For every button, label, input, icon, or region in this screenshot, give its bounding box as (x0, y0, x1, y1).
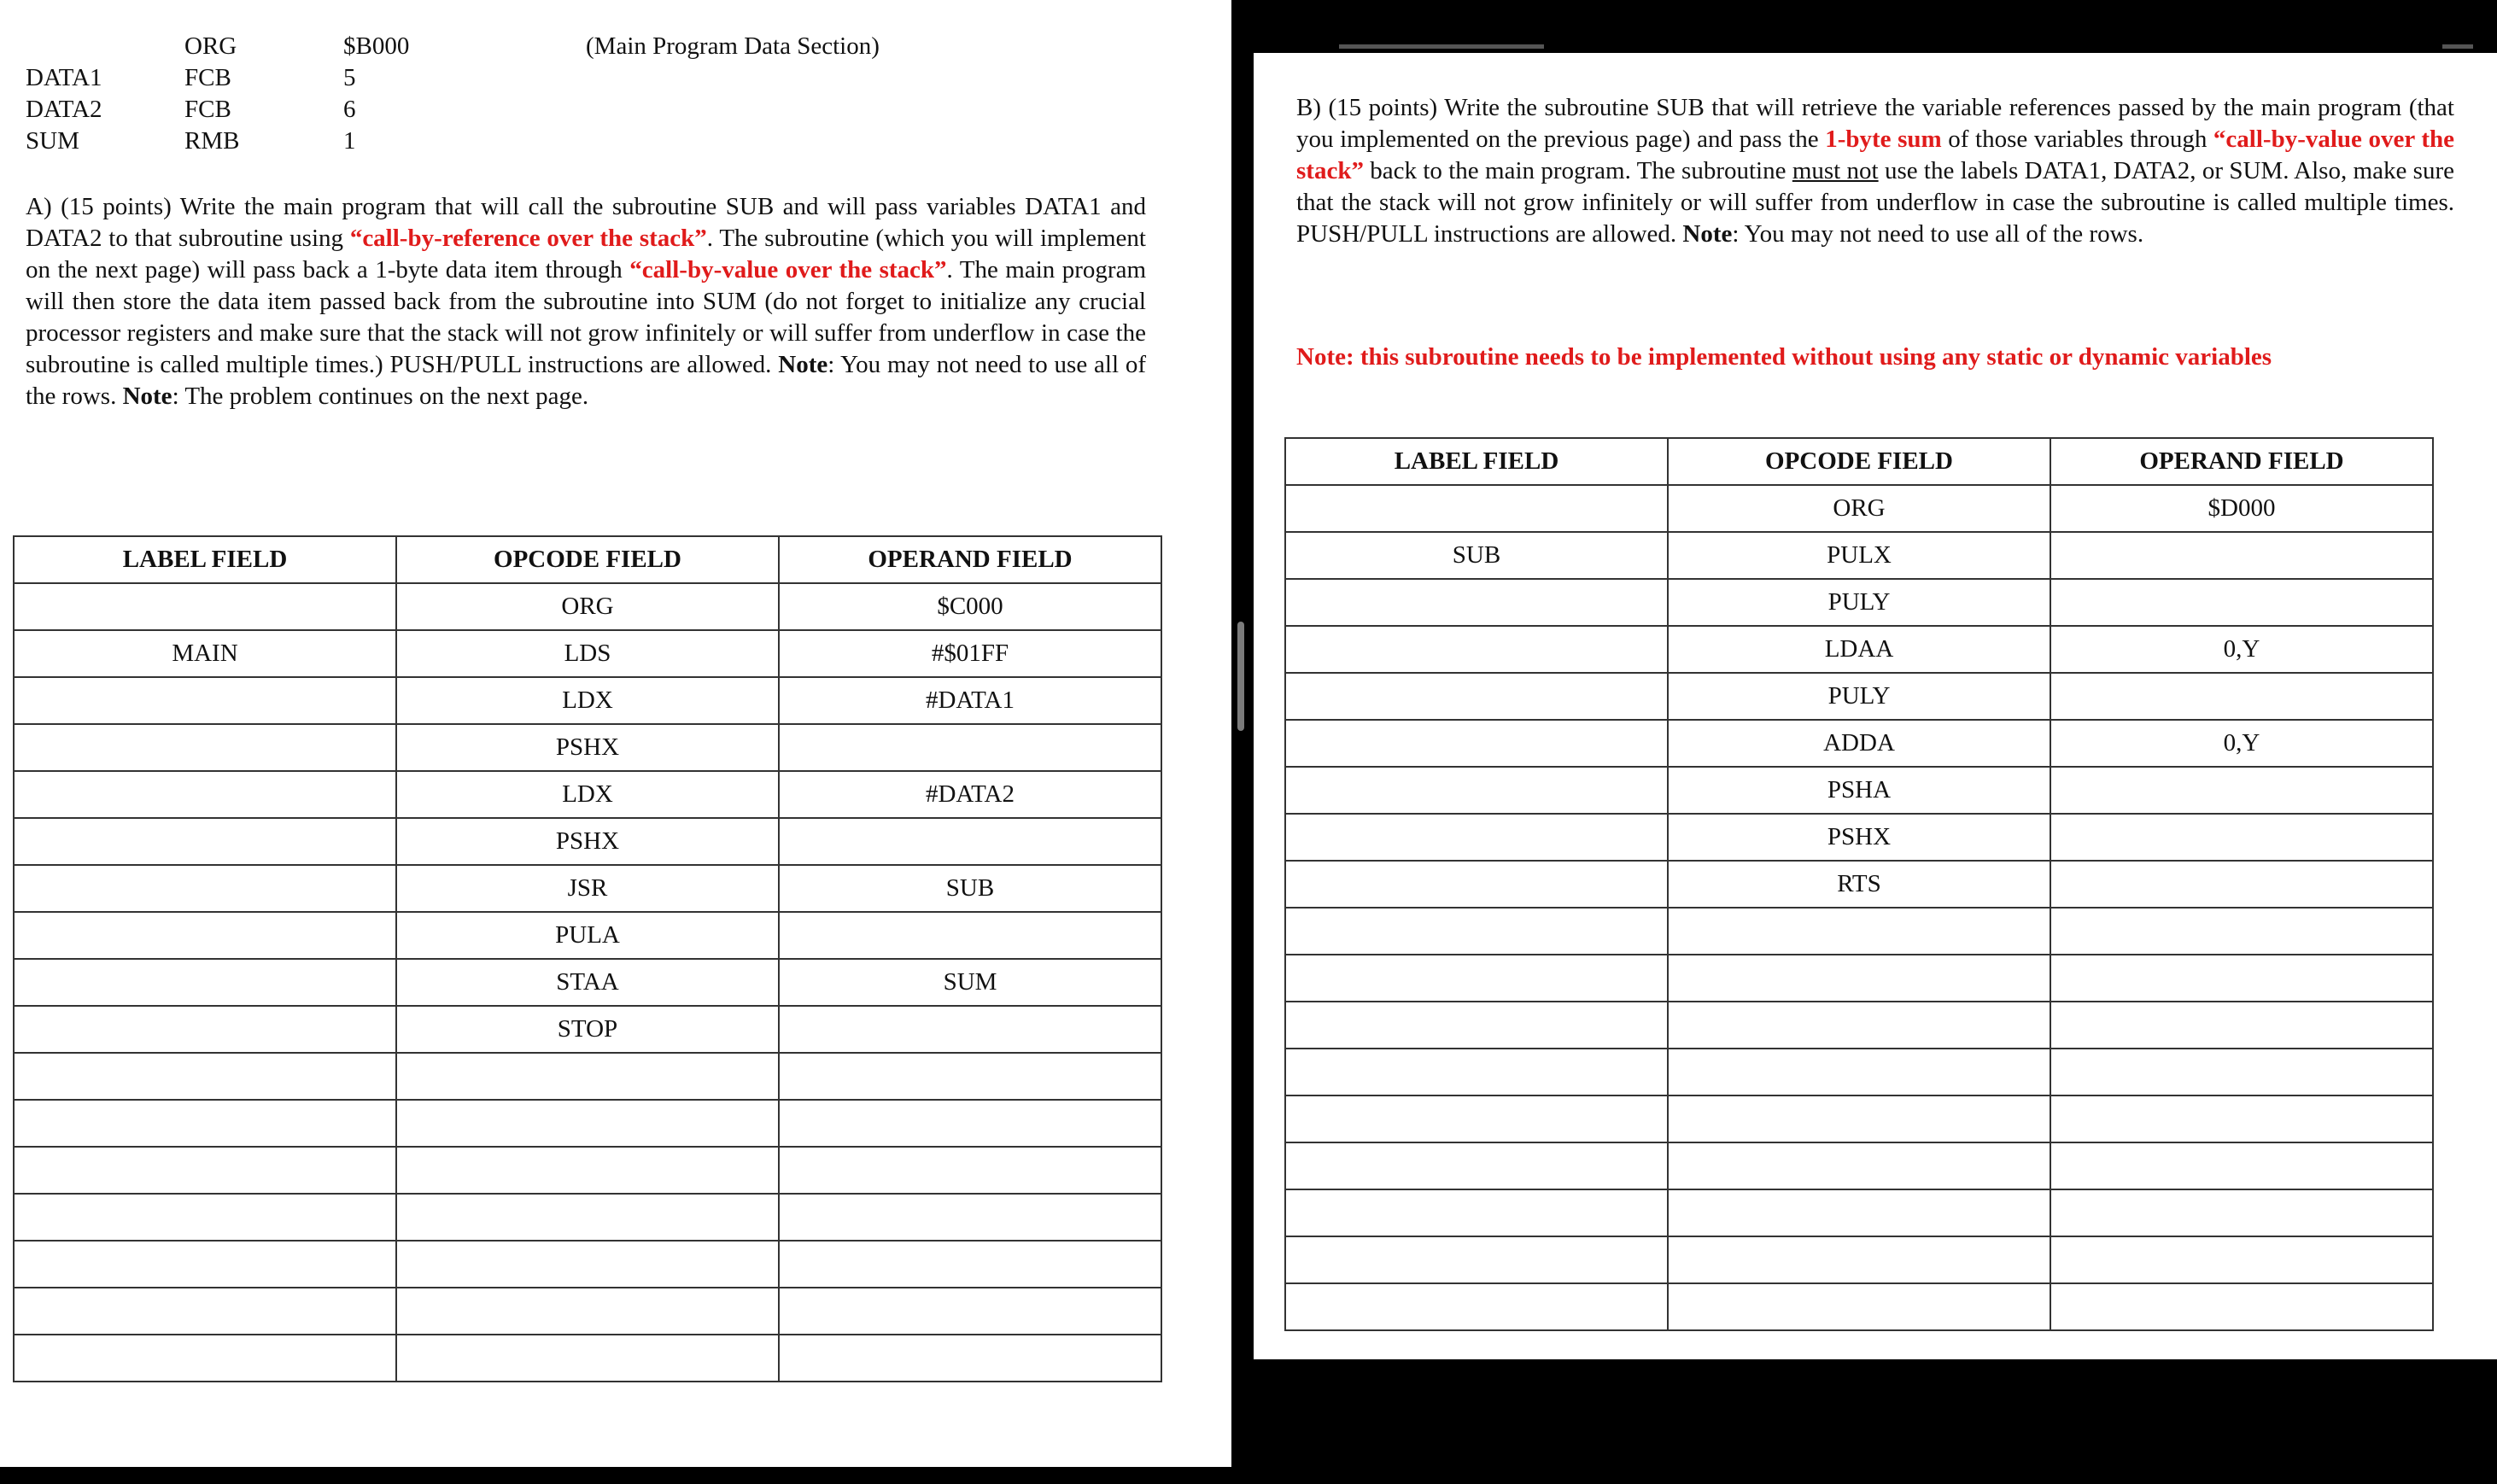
cell-opcode: PULY (1668, 579, 2050, 626)
cell-operand: 0,Y (2050, 720, 2433, 767)
cell-operand (779, 1053, 1161, 1100)
cell-operand: #DATA1 (779, 677, 1161, 724)
cell-opcode (396, 1147, 779, 1194)
cell-label (1285, 1002, 1668, 1049)
cell-opcode: ORG (396, 583, 779, 630)
cell-label (14, 1241, 396, 1288)
qa-text-2: . The subroutine (which you will implement on the next page) will pass back a 1-byte data item through (26, 225, 1146, 283)
cell-opcode (396, 1100, 779, 1147)
header-opcode-field: OPCODE FIELD (1668, 438, 2050, 485)
table-header-row (14, 536, 1161, 583)
cell-operand (2050, 767, 2433, 814)
cell-opcode: RTS (1668, 861, 2050, 908)
data-row-1-opcode: FCB (184, 64, 231, 91)
cell-label: MAIN (14, 630, 396, 677)
cell-opcode (1668, 1189, 2050, 1236)
cell-operand (2050, 1002, 2433, 1049)
table-row (14, 677, 1161, 724)
cell-operand (2050, 908, 2433, 955)
cell-opcode (396, 1288, 779, 1335)
table-row (14, 1335, 1161, 1382)
cell-label (1285, 579, 1668, 626)
cell-operand: SUB (779, 865, 1161, 912)
qa-text-1: A) (15 points) Write the main program that will call the subroutine SUB and will pass variables DATA1 and DATA2 to that subroutine using (26, 193, 1146, 252)
qb-text-5: : You may not need to use all of the rows. (1732, 220, 2144, 248)
cell-operand (779, 1335, 1161, 1382)
cell-label (1285, 626, 1668, 673)
cell-opcode (1668, 1095, 2050, 1142)
cell-label (1285, 1095, 1668, 1142)
data-section-comment: (Main Program Data Section) (586, 32, 880, 60)
cell-label (14, 677, 396, 724)
cell-operand: #DATA2 (779, 771, 1161, 818)
cell-opcode: PSHX (396, 724, 779, 771)
left-worksheet-page (0, 0, 1231, 1467)
cell-opcode (396, 1194, 779, 1241)
cell-operand (2050, 1283, 2433, 1330)
cell-operand (2050, 673, 2433, 720)
qb-text-3: back to the main program. The subroutine (1363, 157, 1792, 184)
data-row-0-opcode: ORG (184, 32, 237, 60)
cell-operand (779, 912, 1161, 959)
qb-text-1: B) (15 points) Write the subroutine SUB that will retrieve the variable references passed by the main program (that you implemented on the previous page) and pass the (1296, 94, 2454, 153)
cell-opcode: PSHA (1668, 767, 2050, 814)
table-row (14, 630, 1161, 677)
cell-label (1285, 908, 1668, 955)
cell-operand (2050, 814, 2433, 861)
cell-operand (2050, 1142, 2433, 1189)
cell-label (14, 959, 396, 1006)
cell-opcode (1668, 955, 2050, 1002)
cell-opcode: LDAA (1668, 626, 2050, 673)
cell-opcode (396, 1335, 779, 1382)
table-row (14, 912, 1161, 959)
cell-operand (2050, 861, 2433, 908)
table-row (1285, 626, 2433, 673)
cell-operand: 0,Y (2050, 626, 2433, 673)
header-operand-field: OPERAND FIELD (779, 536, 1161, 583)
cell-label: SUB (1285, 532, 1668, 579)
cell-operand (779, 724, 1161, 771)
header-operand-field: OPERAND FIELD (2050, 438, 2433, 485)
cell-label (1285, 861, 1668, 908)
cell-label (14, 1335, 396, 1382)
cell-operand (779, 1241, 1161, 1288)
cell-label (14, 1288, 396, 1335)
cell-label (1285, 1236, 1668, 1283)
cell-label (1285, 767, 1668, 814)
table-row (1285, 767, 2433, 814)
cell-opcode (1668, 908, 2050, 955)
qa-red-1: “call-by-reference over the stack” (349, 225, 707, 252)
question-a-text (26, 191, 1146, 412)
cell-operand (2050, 532, 2433, 579)
cell-operand (779, 1288, 1161, 1335)
qb-text-4: use the labels DATA1, DATA2, or SUM. Also, make sure that the stack will not grow infinitely or will suffer from underflow in case the subroutine is called multiple times. PUSH/PULL instructions are allowed. (1296, 157, 2454, 248)
qa-red-2: “call-by-value over the stack” (629, 256, 947, 283)
table-row (14, 1288, 1161, 1335)
header-label-field: LABEL FIELD (14, 536, 396, 583)
subroutine-rows (1285, 485, 2433, 1330)
cell-opcode: ADDA (1668, 720, 2050, 767)
cell-opcode: LDX (396, 771, 779, 818)
data-row-1-label: DATA1 (26, 64, 102, 91)
cell-operand (779, 1147, 1161, 1194)
cell-operand (779, 818, 1161, 865)
table-row (14, 724, 1161, 771)
cell-opcode (1668, 1283, 2050, 1330)
cell-opcode: PULY (1668, 673, 2050, 720)
table-row (1285, 1189, 2433, 1236)
table-row (14, 1006, 1161, 1053)
data-row-2-opcode: FCB (184, 96, 231, 123)
table-row (1285, 720, 2433, 767)
header-label-field: LABEL FIELD (1285, 438, 1668, 485)
table-row (1285, 814, 2433, 861)
table-row (1285, 908, 2433, 955)
table-row (1285, 955, 2433, 1002)
top-black-strip (1254, 0, 2497, 53)
qb-note-1: Note (1682, 220, 1733, 248)
cell-label (1285, 1142, 1668, 1189)
cell-opcode: STOP (396, 1006, 779, 1053)
cell-opcode: LDX (396, 677, 779, 724)
cell-label (14, 1100, 396, 1147)
page-divider-handle[interactable] (1237, 622, 1244, 731)
cell-operand (2050, 579, 2433, 626)
data-row-3-label: SUM (26, 127, 79, 155)
cell-operand: $D000 (2050, 485, 2433, 532)
cell-label (1285, 1189, 1668, 1236)
cell-label (14, 1006, 396, 1053)
cropped-page-number (2442, 44, 2473, 49)
cropped-header-text (1339, 44, 1544, 49)
table-row (14, 583, 1161, 630)
cell-opcode: PULX (1668, 532, 2050, 579)
cell-opcode (1668, 1049, 2050, 1095)
qb-underline-1: must not (1792, 157, 1879, 184)
table-row (14, 1053, 1161, 1100)
table-row (14, 959, 1161, 1006)
cell-label (14, 583, 396, 630)
right-worksheet-page (1254, 53, 2497, 1359)
cell-operand (2050, 1095, 2433, 1142)
cell-opcode (1668, 1142, 2050, 1189)
qa-note-1: Note (778, 351, 828, 378)
cell-label (1285, 720, 1668, 767)
table-row (1285, 485, 2433, 532)
qb-red-2: “call-by-value over the stack” (1296, 126, 2454, 184)
cell-operand: SUM (779, 959, 1161, 1006)
cell-operand (779, 1194, 1161, 1241)
table-row (14, 865, 1161, 912)
cell-label (14, 865, 396, 912)
cell-label (14, 1147, 396, 1194)
table-row (1285, 532, 2433, 579)
cell-operand (2050, 1189, 2433, 1236)
cell-operand (2050, 955, 2433, 1002)
data-row-1-value: 5 (343, 64, 356, 91)
table-row (14, 1147, 1161, 1194)
table-row (1285, 1095, 2433, 1142)
table-row (1285, 861, 2433, 908)
cell-opcode: JSR (396, 865, 779, 912)
cell-operand: #$01FF (779, 630, 1161, 677)
main-program-table (13, 535, 1162, 1382)
main-program-rows (14, 583, 1161, 1382)
cell-label (1285, 1283, 1668, 1330)
table-row (14, 1194, 1161, 1241)
cell-operand (779, 1006, 1161, 1053)
cell-opcode: STAA (396, 959, 779, 1006)
cell-opcode: LDS (396, 630, 779, 677)
data-row-0-value: $B000 (343, 32, 410, 60)
cell-label (14, 771, 396, 818)
subroutine-note: Note: this subroutine needs to be implemented without using any static or dynamic variables (1296, 343, 2272, 371)
cell-label (14, 1194, 396, 1241)
cell-label (1285, 1049, 1668, 1095)
cell-opcode: ORG (1668, 485, 2050, 532)
cell-opcode (1668, 1002, 2050, 1049)
qb-text-2: of those variables through (1941, 126, 2213, 153)
question-b-text (1296, 92, 2454, 250)
cell-label (14, 724, 396, 771)
cell-label (1285, 485, 1668, 532)
table-row (1285, 579, 2433, 626)
data-row-3-value: 1 (343, 127, 356, 155)
data-row-2-label: DATA2 (26, 96, 102, 123)
table-row (14, 818, 1161, 865)
subroutine-table (1284, 437, 2434, 1331)
qa-note-2: Note (122, 383, 173, 410)
qb-red-1: 1-byte sum (1825, 126, 1942, 153)
cell-operand (779, 1100, 1161, 1147)
cell-operand: $C000 (779, 583, 1161, 630)
header-opcode-field: OPCODE FIELD (396, 536, 779, 583)
cell-operand (2050, 1236, 2433, 1283)
table-row (14, 771, 1161, 818)
table-row (1285, 1002, 2433, 1049)
table-row (1285, 1283, 2433, 1330)
cell-opcode (396, 1053, 779, 1100)
qa-text-5: : The problem continues on the next page. (172, 383, 589, 410)
cell-label (1285, 814, 1668, 861)
table-row (14, 1100, 1161, 1147)
table-row (1285, 673, 2433, 720)
data-row-3-opcode: RMB (184, 127, 240, 155)
cell-opcode: PSHX (1668, 814, 2050, 861)
cell-opcode (1668, 1236, 2050, 1283)
table-header-row (1285, 438, 2433, 485)
cell-opcode: PULA (396, 912, 779, 959)
cell-label (14, 1053, 396, 1100)
cell-operand (2050, 1049, 2433, 1095)
cell-opcode (396, 1241, 779, 1288)
table-row (1285, 1049, 2433, 1095)
table-row (1285, 1142, 2433, 1189)
qa-text-3: . The main program will then store the data item passed back from the subroutine into SUM (do not forget to initialize any crucial processor registers and make sure that the stack will not grow infinitely or will suffer from underflow in case the subroutine is called multiple times.) PUSH/PULL instructions are allowed. (26, 256, 1146, 378)
data-row-2-value: 6 (343, 96, 356, 123)
cell-label (1285, 673, 1668, 720)
table-row (1285, 1236, 2433, 1283)
table-row (14, 1241, 1161, 1288)
cell-label (14, 912, 396, 959)
cell-opcode: PSHX (396, 818, 779, 865)
cell-label (14, 818, 396, 865)
qa-text-4: : You may not need to use all of the rows. (26, 351, 1147, 410)
cell-label (1285, 955, 1668, 1002)
